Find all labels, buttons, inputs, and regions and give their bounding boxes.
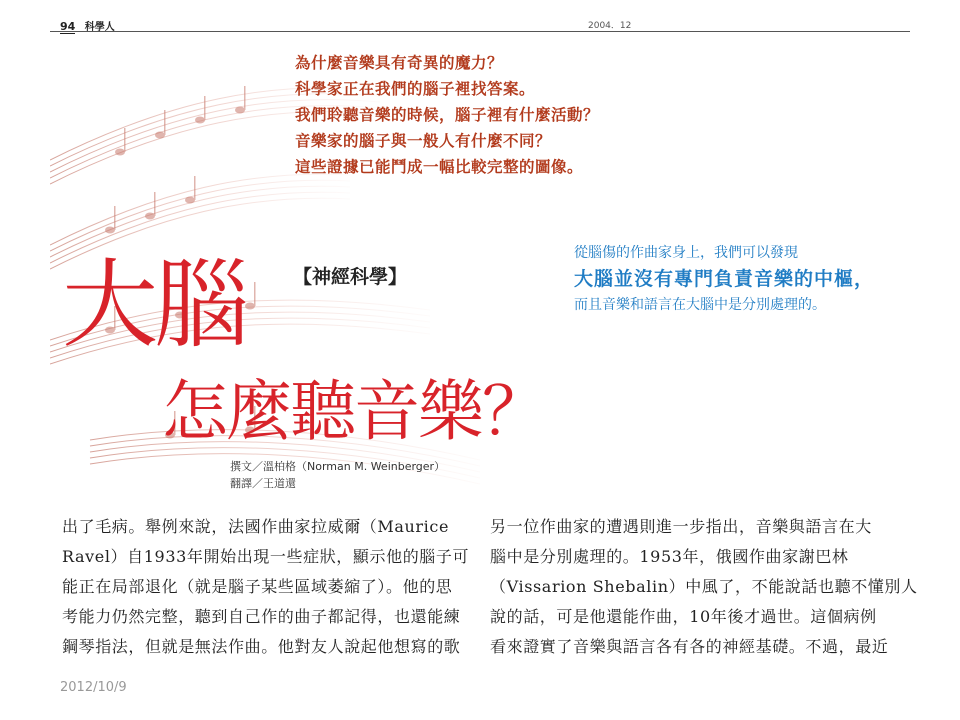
intro-line: 音樂家的腦子與一般人有什麼不同？ (295, 132, 552, 150)
intro-line: 這些證據已能鬥成一幅比較完整的圖像。 (295, 158, 584, 176)
article-title-line1: 大腦 (62, 249, 246, 361)
body-line: 看來證實了音樂與語言各有各的神經基礎。不過，最近 (490, 637, 889, 656)
section-tag: 【神經科學】 (293, 266, 408, 288)
intro-questions (295, 50, 599, 180)
header-rule (50, 31, 910, 32)
page-number: 94 (60, 20, 76, 33)
intro-line: 我們聆聽音樂的時候，腦子裡有什麼活動？ (295, 106, 600, 124)
body-line: 腦中是分別處理的。1953年，俄國作曲家謝巴林 (490, 547, 849, 566)
body-line: 另一位作曲家的遭遇則進一步指出，音樂與語言在大 (490, 517, 872, 536)
body-line: 出了毛病。舉例來說，法國作曲家拉威爾（Maurice (62, 517, 450, 536)
body-line: 說的話，可是他還能作曲，10年後才過世。這個病例 (490, 607, 877, 626)
page-header-left (60, 18, 115, 33)
body-line: Ravel）自1933年開始出現一些症狀，顯示他的腦子可 (62, 547, 470, 566)
translator-credit: 翻譯／王道還 (230, 477, 296, 490)
article-title-line2: 怎麼聽音樂？ (162, 373, 546, 450)
pull-quote (574, 242, 874, 316)
author-credit: 撰文／溫柏格（Norman M. Weinberger） (230, 460, 446, 473)
body-column-left (62, 512, 469, 662)
byline (230, 458, 445, 492)
body-line: 鋼琴指法，但就是無法作曲。他對友人說起他想寫的歌 (62, 637, 461, 656)
magazine-name: 科學人 (84, 22, 115, 33)
body-column-right (490, 512, 918, 662)
intro-line: 科學家正在我們的腦子裡找答案。 (295, 80, 536, 98)
pull-quote-line2: 大腦並沒有專門負責音樂的中樞， (574, 268, 875, 290)
pull-quote-line1: 從腦傷的作曲家身上，我們可以發現 (574, 245, 798, 261)
body-line: （Vissarion Shebalin）中風了，不能說話也聽不懂別人 (490, 577, 918, 596)
intro-line: 為什麼音樂具有奇異的魔力？ (295, 54, 504, 72)
footer-date: 2012/10/9 (60, 680, 127, 695)
pull-quote-line3: 而且音樂和語言在大腦中是分別處理的。 (574, 297, 826, 313)
body-line: 考能力仍然完整，聽到自己作的曲子都記得，也還能練 (62, 607, 461, 626)
issue-date: 2004．12 (588, 21, 632, 31)
body-line: 能正在局部退化（就是腦子某些區域萎縮了）。他的思 (62, 577, 453, 596)
